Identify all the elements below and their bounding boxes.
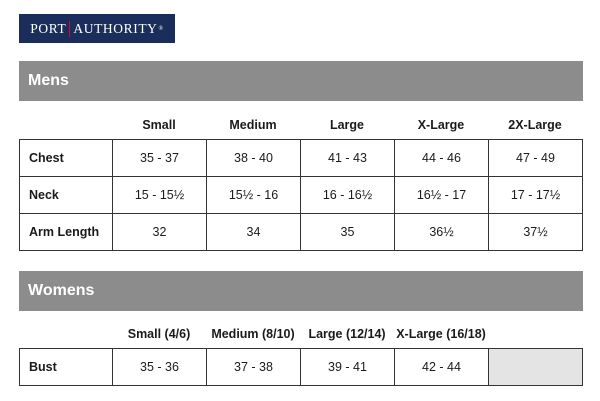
womens-size-table xyxy=(19,348,583,386)
table-cell: 32 xyxy=(113,214,207,251)
table-row xyxy=(20,349,583,386)
table-row xyxy=(20,140,583,177)
table-cell: 16½ - 17 xyxy=(395,177,489,214)
logo-registered-mark: ® xyxy=(158,25,164,32)
brand-logo xyxy=(19,14,175,43)
womens-col-header: Medium (8/10) xyxy=(211,327,295,341)
table-cell: 39 - 41 xyxy=(301,349,395,386)
mens-col-header: 2X-Large xyxy=(508,118,562,132)
womens-col-header: Large (12/14) xyxy=(308,327,386,341)
table-cell: 41 - 43 xyxy=(301,140,395,177)
mens-section-header xyxy=(19,61,583,101)
table-cell: 36½ xyxy=(395,214,489,251)
mens-section-title: Mens xyxy=(28,72,69,89)
logo-divider xyxy=(69,21,70,37)
table-cell: 15 - 15½ xyxy=(113,177,207,214)
mens-col-header: Small xyxy=(142,118,176,132)
row-label: Chest xyxy=(20,140,113,177)
table-cell: 16 - 16½ xyxy=(301,177,395,214)
table-cell: 38 - 40 xyxy=(207,140,301,177)
table-cell: 47 - 49 xyxy=(489,140,583,177)
row-label: Arm Length xyxy=(20,214,113,251)
mens-col-header: Large xyxy=(329,118,365,132)
womens-section-title: Womens xyxy=(28,282,95,299)
table-cell: 37 - 38 xyxy=(207,349,301,386)
table-row xyxy=(20,214,583,251)
table-cell: 15½ - 16 xyxy=(207,177,301,214)
mens-col-header: Medium xyxy=(229,118,277,132)
logo-text-right: AUTHORITY xyxy=(73,20,158,36)
table-cell: 34 xyxy=(207,214,301,251)
row-label: Bust xyxy=(20,349,113,386)
table-cell: 35 - 37 xyxy=(113,140,207,177)
womens-col-header: Small (4/6) xyxy=(127,327,191,341)
empty-cell xyxy=(489,349,583,386)
table-cell: 44 - 46 xyxy=(395,140,489,177)
logo-text-left: PORT xyxy=(30,20,67,36)
mens-col-header: X-Large xyxy=(417,118,465,132)
womens-col-header: X-Large (16/18) xyxy=(396,327,486,341)
table-row xyxy=(20,177,583,214)
table-cell: 35 - 36 xyxy=(113,349,207,386)
womens-section-header xyxy=(19,271,583,311)
table-cell: 42 - 44 xyxy=(395,349,489,386)
row-label: Neck xyxy=(20,177,113,214)
table-cell: 35 xyxy=(301,214,395,251)
mens-size-table xyxy=(19,139,583,251)
table-cell: 17 - 17½ xyxy=(489,177,583,214)
table-cell: 37½ xyxy=(489,214,583,251)
